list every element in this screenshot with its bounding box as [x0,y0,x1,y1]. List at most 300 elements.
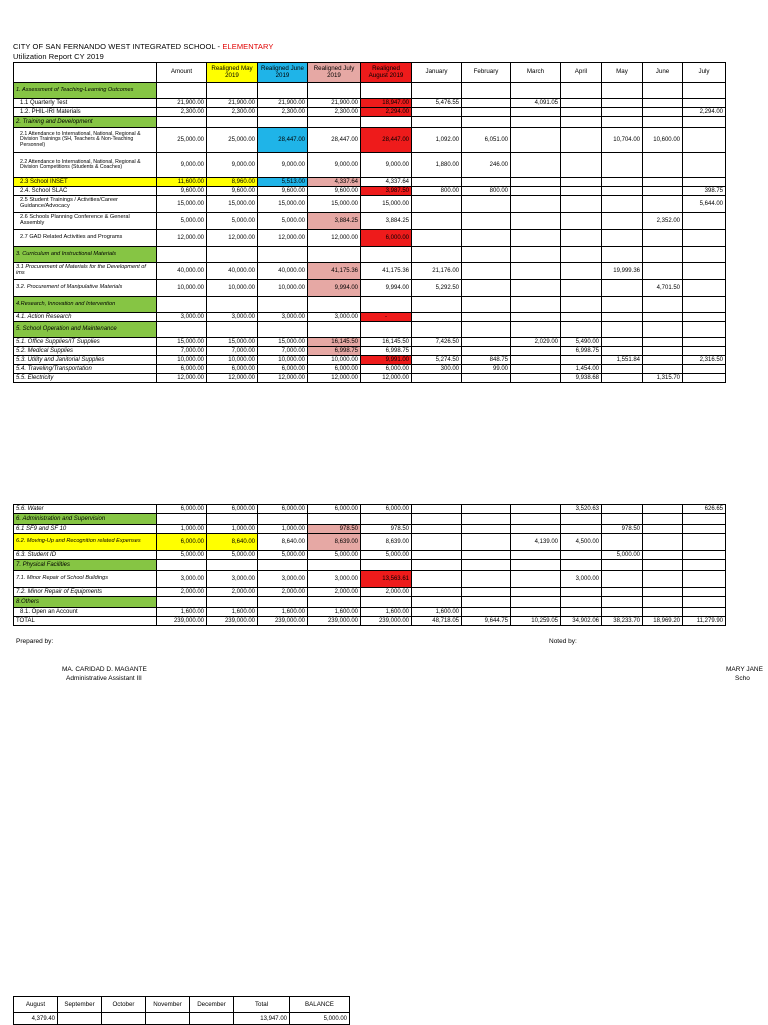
amount-cell: 2,000.00 [157,588,207,597]
amount-cell: 12,000.00 [308,230,361,247]
amount-cell [412,597,462,608]
monthly-summary-table [13,996,350,1025]
amount-cell [462,608,511,617]
amount-cell [602,534,643,551]
amount-cell: 8,640.00 [258,534,308,551]
row-label: 7.1. Minor Repair of School Buildings [14,571,157,588]
amount-cell: 34,902.06 [561,617,602,626]
amount-cell [683,338,726,347]
amount-cell [308,117,361,128]
amount-cell: 3,987.50 [361,187,412,196]
amount-cell [683,313,726,322]
amount-cell: 15,000.00 [258,338,308,347]
row-label: 5.5. Electricity [14,374,157,383]
amount-cell [462,374,511,383]
amount-cell [602,153,643,178]
table-row [14,313,726,322]
amount-cell [462,83,511,99]
amount-cell [511,117,561,128]
amount-cell [561,213,602,230]
amount-cell [462,213,511,230]
amount-cell: 3,000.00 [308,313,361,322]
amount-cell [511,551,561,560]
amount-cell [462,178,511,187]
amount-cell: 6,000.00 [258,505,308,514]
amount-cell: 15,000.00 [308,196,361,213]
amount-cell [602,196,643,213]
row-label: 8.Others [14,597,157,608]
amount-cell: 300.00 [412,365,462,374]
row-label: TOTAL [14,617,157,626]
amount-cell: 3,000.00 [258,571,308,588]
amount-cell [561,128,602,153]
amount-cell [561,322,602,338]
table-row [14,347,726,356]
amount-cell [462,534,511,551]
summary-row [14,1013,350,1025]
noter-name: MARY JANE [726,666,763,673]
row-label: 5.3. Utility and Janitorial Supplies [14,356,157,365]
amount-cell: 2,000.00 [207,588,258,597]
amount-cell: 6,000.00 [207,365,258,374]
row-label: 5.6. Water [14,505,157,514]
preparer-title: Administrative Assistant III [66,675,142,682]
utilization-table [13,62,726,383]
summary-column-header: August [14,997,58,1013]
amount-cell: 6,000.00 [258,365,308,374]
amount-cell [462,347,511,356]
amount-cell [683,514,726,525]
amount-cell [462,597,511,608]
amount-cell: 1,600.00 [412,608,462,617]
amount-cell [643,263,683,280]
amount-cell [361,597,412,608]
amount-cell [643,560,683,571]
amount-cell [308,514,361,525]
amount-cell [412,525,462,534]
amount-cell: 2,000.00 [258,588,308,597]
amount-cell: 5,000.00 [207,551,258,560]
amount-cell [683,560,726,571]
amount-cell [683,99,726,108]
amount-cell: 99.00 [462,365,511,374]
amount-cell: 18,947.00 [361,99,412,108]
amount-cell: 9,000.00 [361,153,412,178]
amount-cell [602,560,643,571]
amount-cell [258,597,308,608]
amount-cell: 5,274.50 [412,356,462,365]
amount-cell [412,230,462,247]
amount-cell [361,247,412,263]
amount-cell [561,117,602,128]
amount-cell: 15,000.00 [258,196,308,213]
amount-cell: 10,000.00 [157,356,207,365]
amount-cell: 10,000.00 [258,280,308,297]
row-label: 6. Administration and Supervision [14,514,157,525]
summary-cell [146,1013,190,1025]
amount-cell: 6,000.00 [157,505,207,514]
row-label: 8.1. Open an Account [14,608,157,617]
amount-cell [511,608,561,617]
table-row [14,365,726,374]
amount-cell [511,213,561,230]
amount-cell [462,514,511,525]
amount-cell: 9,994.00 [308,280,361,297]
amount-cell [462,322,511,338]
amount-cell: 4,139.00 [511,534,561,551]
summary-cell [58,1013,102,1025]
amount-cell: 5,000.00 [157,551,207,560]
amount-cell [157,247,207,263]
noted-by-label: Noted by: [549,638,577,645]
amount-cell [462,108,511,117]
section-row [14,297,726,313]
amount-cell [643,99,683,108]
amount-cell: 9,600.00 [308,187,361,196]
amount-cell: 2,352.00 [643,213,683,230]
amount-cell [308,597,361,608]
amount-cell [561,551,602,560]
amount-cell: 5,000.00 [258,213,308,230]
amount-cell [602,187,643,196]
amount-cell [683,597,726,608]
amount-cell: 40,000.00 [258,263,308,280]
summary-column-header: December [190,997,234,1013]
amount-cell: 6,000.00 [308,365,361,374]
amount-cell [361,322,412,338]
amount-cell [643,534,683,551]
amount-cell [643,83,683,99]
amount-cell: 21,900.00 [258,99,308,108]
amount-cell: 10,259.05 [511,617,561,626]
amount-cell [683,374,726,383]
amount-cell [561,588,602,597]
amount-cell: 6,000.00 [361,230,412,247]
amount-cell: 239,000.00 [207,617,258,626]
amount-cell [643,571,683,588]
amount-cell: 41,175.36 [308,263,361,280]
amount-cell [602,571,643,588]
amount-cell: 12,000.00 [361,374,412,383]
amount-cell: 6,000.00 [157,534,207,551]
amount-cell: 41,175.36 [361,263,412,280]
amount-cell [258,514,308,525]
amount-cell: 4,500.00 [561,534,602,551]
amount-cell [462,117,511,128]
amount-cell [412,588,462,597]
table-row [14,525,726,534]
column-header: January [412,63,462,83]
amount-cell [561,297,602,313]
amount-cell [511,313,561,322]
amount-cell: 6,000.00 [361,365,412,374]
amount-cell: 3,000.00 [207,313,258,322]
row-label: 7.2. Minor Repair of Equipments [14,588,157,597]
column-header: April [561,63,602,83]
amount-cell: 40,000.00 [157,263,207,280]
amount-cell: 11,600.00 [157,178,207,187]
amount-cell [511,187,561,196]
amount-cell [361,297,412,313]
amount-cell [561,108,602,117]
amount-cell [511,247,561,263]
amount-cell: 40,000.00 [207,263,258,280]
column-header: Realigned June 2019 [258,63,308,83]
amount-cell [157,322,207,338]
amount-cell: 2,000.00 [361,588,412,597]
amount-cell: 6,000.00 [361,505,412,514]
amount-cell [643,187,683,196]
amount-cell [602,322,643,338]
amount-cell [511,597,561,608]
table-header-row [14,63,726,83]
amount-cell: 1,454.00 [561,365,602,374]
table-row [14,338,726,347]
row-label: 2.5 Student Trainings / Activities/Career Guidance/Advocacy [14,196,157,213]
summary-column-header: BALANCE [290,997,350,1013]
table-row [14,505,726,514]
table-row [14,571,726,588]
amount-cell: 2,294.00 [683,108,726,117]
amount-cell [412,505,462,514]
amount-cell [258,247,308,263]
amount-cell [511,196,561,213]
amount-cell [561,187,602,196]
amount-cell [643,230,683,247]
amount-cell: 4,337.64 [361,178,412,187]
amount-cell: 2,316.50 [683,356,726,365]
amount-cell [511,525,561,534]
amount-cell [412,514,462,525]
amount-cell [511,505,561,514]
table-row [14,128,726,153]
amount-cell: 3,000.00 [157,571,207,588]
amount-cell [412,313,462,322]
amount-cell [462,313,511,322]
amount-cell [412,571,462,588]
amount-cell: 15,000.00 [207,338,258,347]
row-label: 6.3. Student ID [14,551,157,560]
amount-cell [258,117,308,128]
amount-cell [462,588,511,597]
amount-cell: 9,000.00 [258,153,308,178]
amount-cell [462,551,511,560]
amount-cell [683,322,726,338]
row-label: 2.4. School SLAC [14,187,157,196]
amount-cell: 2,300.00 [157,108,207,117]
amount-cell [511,560,561,571]
amount-cell [602,83,643,99]
amount-cell [683,153,726,178]
amount-cell [683,608,726,617]
amount-cell [511,347,561,356]
amount-cell: 2,300.00 [258,108,308,117]
amount-cell [643,347,683,356]
amount-cell [412,374,462,383]
amount-cell [643,588,683,597]
amount-cell [412,108,462,117]
amount-cell [643,297,683,313]
amount-cell [511,514,561,525]
amount-cell: 1,551.84 [602,356,643,365]
amount-cell: 7,000.00 [207,347,258,356]
table-row [14,588,726,597]
amount-cell: 1,092.00 [412,128,462,153]
row-label: 6.2. Moving-Up and Recognition related Expenses [14,534,157,551]
amount-cell [683,571,726,588]
amount-cell [361,514,412,525]
amount-cell [308,247,361,263]
amount-cell [683,263,726,280]
amount-cell: 6,000.00 [157,365,207,374]
amount-cell: 10,704.00 [602,128,643,153]
amount-cell [602,213,643,230]
preparer-name: MA. CARIDAD D. MAGANTE [62,666,147,673]
summary-column-header: September [58,997,102,1013]
amount-cell: 6,998.75 [561,347,602,356]
amount-cell [602,608,643,617]
amount-cell [157,560,207,571]
row-label: 7. Physical Facilities [14,560,157,571]
amount-cell [511,128,561,153]
amount-cell [462,571,511,588]
amount-cell [561,608,602,617]
amount-cell: 5,513.00 [258,178,308,187]
amount-cell: 1,600.00 [207,608,258,617]
amount-cell: 10,000.00 [308,356,361,365]
amount-cell: 239,000.00 [308,617,361,626]
amount-cell: 9,600.00 [207,187,258,196]
amount-cell [207,560,258,571]
amount-cell [683,247,726,263]
amount-cell: 28,447.00 [258,128,308,153]
amount-cell [207,83,258,99]
section-row [14,597,726,608]
amount-cell: 4,337.64 [308,178,361,187]
section-row [14,117,726,128]
amount-cell: 16,145.50 [308,338,361,347]
amount-cell: 2,294.00 [361,108,412,117]
amount-cell [308,83,361,99]
amount-cell [602,297,643,313]
amount-cell [683,534,726,551]
amount-cell [207,597,258,608]
amount-cell [511,297,561,313]
amount-cell: 15,000.00 [157,338,207,347]
row-label: 2.3 School INSET [14,178,157,187]
table-row [14,230,726,247]
amount-cell: 6,998.75 [308,347,361,356]
amount-cell [561,597,602,608]
amount-cell [643,178,683,187]
amount-cell: 12,000.00 [157,374,207,383]
amount-cell: 25,000.00 [207,128,258,153]
amount-cell [561,230,602,247]
summary-cell: 13,947.00 [234,1013,290,1025]
amount-cell [412,213,462,230]
amount-cell [602,365,643,374]
amount-cell: 15,000.00 [157,196,207,213]
amount-cell [643,108,683,117]
amount-cell: 239,000.00 [361,617,412,626]
total-row [14,617,726,626]
amount-cell [683,280,726,297]
amount-cell: 3,520.63 [561,505,602,514]
amount-cell: 9,994.00 [361,280,412,297]
amount-cell [602,313,643,322]
amount-cell: 12,000.00 [258,230,308,247]
amount-cell: 5,476.55 [412,99,462,108]
amount-cell: 6,000.00 [308,505,361,514]
amount-cell [602,280,643,297]
prepared-by-label: Prepared by: [16,638,54,645]
amount-cell: 3,000.00 [157,313,207,322]
amount-cell: 28,447.00 [308,128,361,153]
report-title: CITY OF SAN FERNANDO WEST INTEGRATED SCHOOL - ELEMENTARY [13,42,274,51]
section-row [14,514,726,525]
amount-cell [683,128,726,153]
amount-cell: 9,000.00 [207,153,258,178]
amount-cell [643,322,683,338]
amount-cell: 3,884.25 [361,213,412,230]
amount-cell: 978.50 [308,525,361,534]
row-label: 3.1 Procurement of Materials for the Development of ims [14,263,157,280]
amount-cell: 7,000.00 [258,347,308,356]
amount-cell [258,560,308,571]
amount-cell: 5,000.00 [361,551,412,560]
amount-cell [561,514,602,525]
amount-cell [511,365,561,374]
amount-cell [308,297,361,313]
amount-cell: 800.00 [462,187,511,196]
table-row [14,534,726,551]
amount-cell [643,338,683,347]
amount-cell [683,297,726,313]
amount-cell [561,178,602,187]
amount-cell [683,230,726,247]
amount-cell [683,347,726,356]
row-label: 5.2. Medical Supplies [14,347,157,356]
column-header: June [643,63,683,83]
summary-cell: 4,379.40 [14,1013,58,1025]
amount-cell [462,280,511,297]
amount-cell [412,247,462,263]
amount-cell [462,99,511,108]
amount-cell [462,525,511,534]
row-label: 2.2 Attendance to International, National, Regional & Division Competitions (Students & Coaches) [14,153,157,178]
amount-cell [643,196,683,213]
amount-cell: 1,600.00 [258,608,308,617]
amount-cell [462,560,511,571]
amount-cell: 28,447.00 [361,128,412,153]
amount-cell: 8,640.00 [207,534,258,551]
amount-cell: 9,938.68 [561,374,602,383]
amount-cell [207,297,258,313]
column-header-item [14,63,157,83]
amount-cell: 6,998.75 [361,347,412,356]
amount-cell [643,597,683,608]
amount-cell: 11,279.90 [683,617,726,626]
amount-cell: 21,900.00 [207,99,258,108]
summary-cell [190,1013,234,1025]
amount-cell: 5,000.00 [308,551,361,560]
table-row [14,153,726,178]
amount-cell [561,99,602,108]
amount-cell [561,280,602,297]
amount-cell [462,505,511,514]
row-label: 4.Research, Innovation and Intervention [14,297,157,313]
amount-cell [308,560,361,571]
